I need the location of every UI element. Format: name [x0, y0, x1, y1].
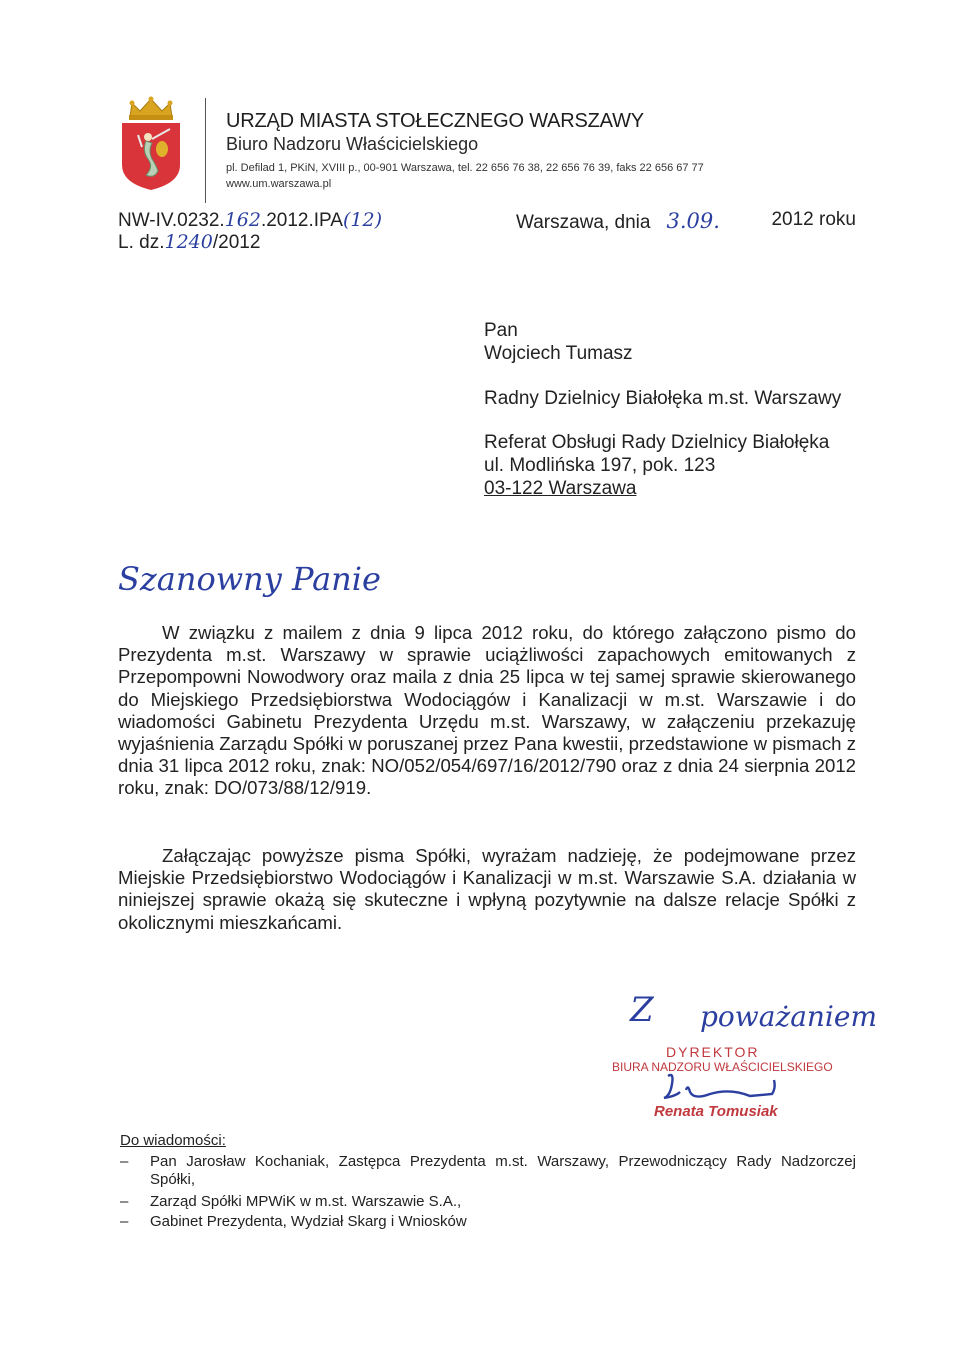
- addressee-role: Radny Dzielnicy Białołęka m.st. Warszawy: [484, 388, 842, 409]
- salutation-handwritten: Szanowny Panie: [118, 560, 381, 598]
- addressee-title: Pan: [484, 320, 518, 341]
- cc-item-text: Zarząd Spółki MPWiK w m.st. Warszawie S.A.,: [150, 1193, 462, 1210]
- cc-item: [120, 1153, 856, 1189]
- case-number-handwritten: 162: [224, 209, 261, 231]
- date-prefix: Warszawa, dnia: [516, 212, 651, 233]
- addressee-office: Referat Obsługi Rady Dzielnicy Białołęka: [484, 432, 830, 453]
- org-name: URZĄD MIASTA STOŁECZNEGO WARSZAWY: [226, 110, 644, 132]
- department-name: Biuro Nadzoru Właścicielskiego: [226, 134, 479, 154]
- addressee-city: 03-122 Warszawa: [484, 478, 637, 499]
- org-address: pl. Defilad 1, PKiN, XVIII p., 00-901 Warszawa, tel. 22 656 76 38, 22 656 76 39, faks 22 656 67 77: [226, 162, 704, 174]
- date-year: 2012 roku: [771, 209, 856, 230]
- signature-handwritten-closing: poważaniem: [700, 1000, 877, 1033]
- cc-bullet: –: [120, 1153, 129, 1170]
- date-handwritten: 3.09.: [666, 209, 720, 233]
- addressee-street: ul. Modlińska 197, pok. 123: [484, 455, 716, 476]
- warsaw-coat-of-arms-icon: [118, 95, 184, 191]
- cc-item: [120, 1213, 856, 1231]
- stamp-name: Renata Tomusiak: [654, 1103, 778, 1120]
- body-paragraph-1: W związku z mailem z dnia 9 lipca 2012 roku, do którego załączono pismo do Prezydenta m.st. Warszawy w sprawie uciążliwości zapachowych emitowanych z Przepompowni Nowodwory oraz maila z dnia 25 lipca w tej samej sprawie skierowanego do Miejskiego Przedsiębiorstwa Wodociągów i Kanalizacji w m.st. Warszawie i do wiadomości Gabinetu Prezydenta Urzędu m.st. Warszawy, w załączeniu przekazuję wyjaśnienia Zarządu Spółki w poruszanej przez Pana kwestii, przedstawione w pismach z dnia 31 lipca 2012 roku, znak: NO/052/054/697/16/2012/790 oraz z dnia 24 sierpnia 2012 roku, znak: DO/073/88/12/919.: [118, 622, 856, 799]
- cc-item: [120, 1193, 856, 1211]
- cc-list: [120, 1153, 856, 1231]
- body-paragraph-2: Załączając powyższe pisma Spółki, wyrażam nadzieję, że podejmowane przez Miejskie Przedsiębiorstwo Wodociągów i Kanalizacji w m.st. Warszawie S.A. działania w niniejszej sprawie okażą się skuteczne i wpłyną pozytywnie na dalsze relacje Spółki z okolicznymi mieszkańcami.: [118, 845, 856, 933]
- log-number: [118, 231, 260, 254]
- log-number-suffix: /2012: [212, 232, 261, 253]
- cc-item-text: Pan Jarosław Kochaniak, Zastępca Prezydenta m.st. Warszawy, Przewodniczący Rady Nadzorczej Spółki,: [150, 1153, 856, 1188]
- stamp-office: BIURA NADZORU WŁAŚCICIELSKIEGO: [612, 1060, 833, 1074]
- case-number-mid: .2012.IPA: [260, 210, 343, 231]
- cc-item-text: Gabinet Prezydenta, Wydział Skarg i Wniosków: [150, 1213, 467, 1230]
- letterhead-divider: [205, 98, 206, 203]
- addressee-name: Wojciech Tumasz: [484, 343, 633, 364]
- case-number: [118, 209, 382, 232]
- letter-date: [516, 209, 856, 234]
- stamp-title: DYREKTOR: [666, 1044, 760, 1060]
- log-number-prefix: L. dz.: [118, 232, 165, 253]
- org-website: www.um.warszawa.pl: [226, 178, 332, 190]
- case-number-prefix: NW-IV.0232.: [118, 210, 225, 231]
- case-number-handwritten-2: (12): [342, 209, 382, 231]
- cc-bullet: –: [120, 1213, 129, 1230]
- cc-bullet: –: [120, 1193, 129, 1210]
- cc-title: Do wiadomości:: [120, 1132, 226, 1149]
- signature-handwritten-z: Z: [630, 990, 654, 1030]
- director-signature: [660, 1070, 780, 1104]
- log-number-handwritten: 1240: [164, 231, 213, 253]
